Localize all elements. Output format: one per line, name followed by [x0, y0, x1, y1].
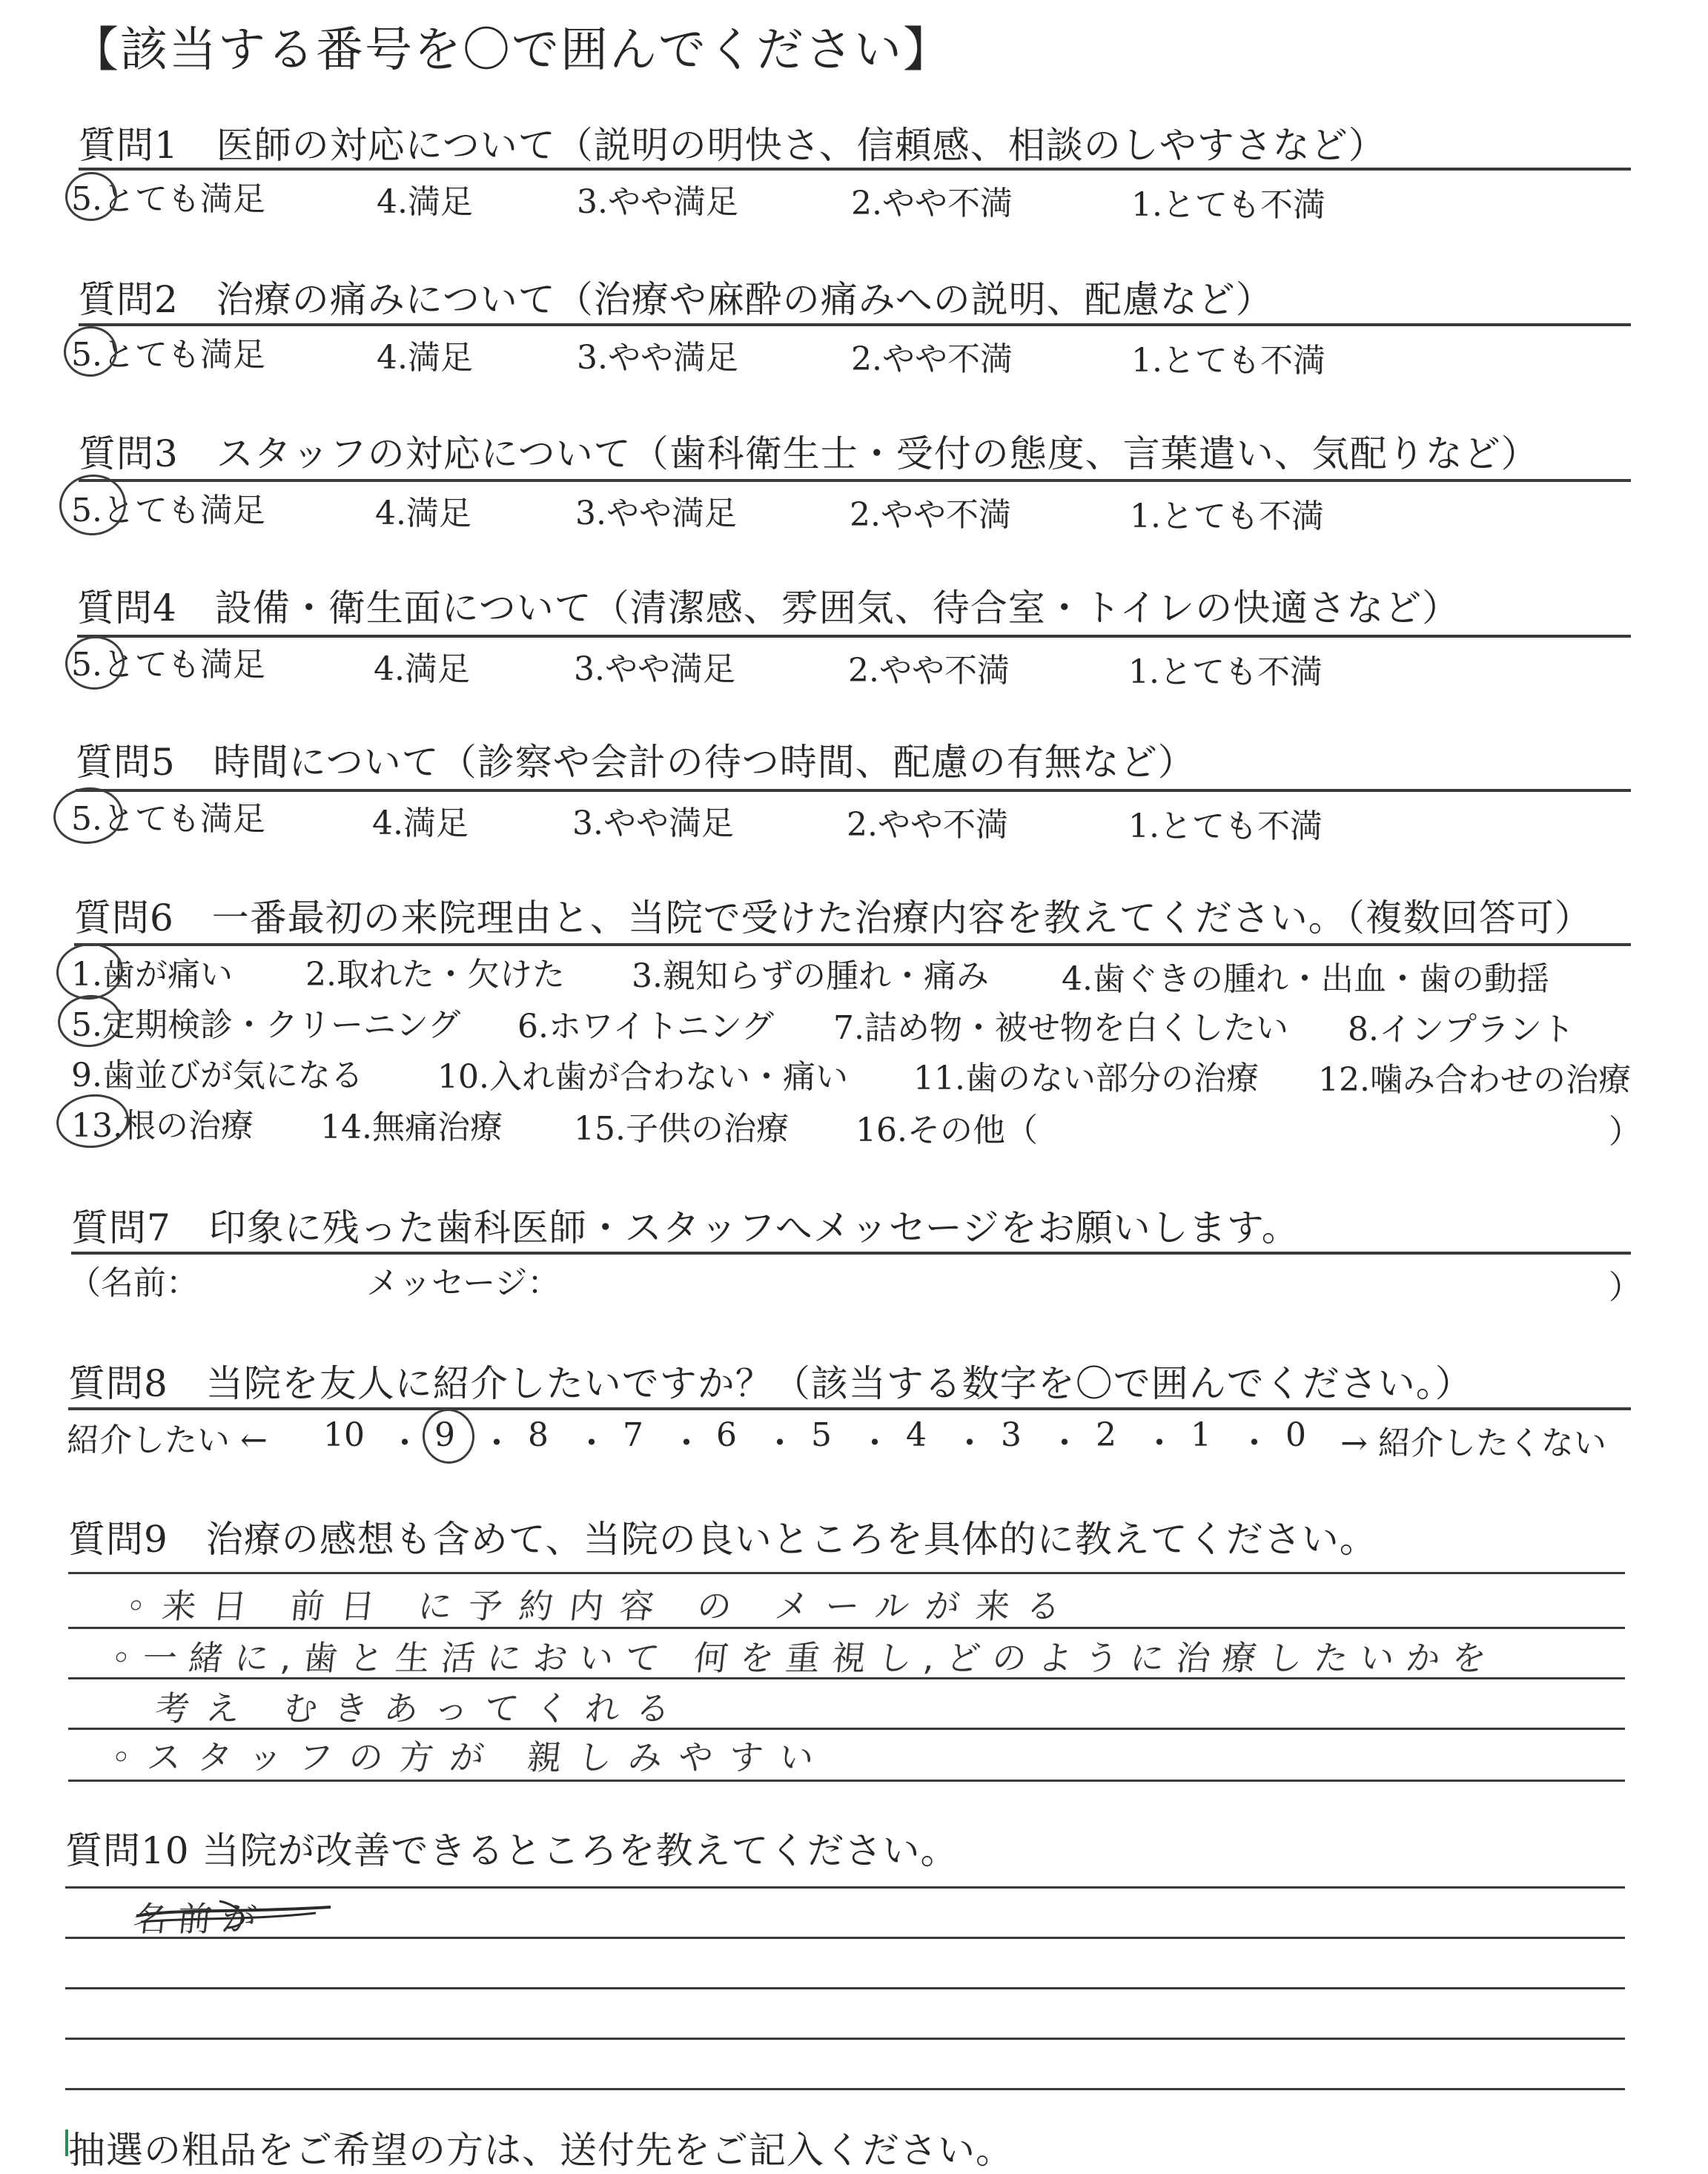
q6-option-6[interactable]: 6.ホワイトニング: [517, 1008, 775, 1045]
q8-sep: ・: [1143, 1424, 1176, 1462]
form-heading: 【該当する番号を〇で囲んでください】: [71, 23, 952, 78]
q5-option-5[interactable]: 5.とても満足: [71, 800, 265, 838]
q8-score-1[interactable]: 1: [1191, 1416, 1211, 1454]
q8-sep: ・: [764, 1424, 796, 1462]
q8-sep: ・: [480, 1424, 513, 1462]
q9-answer-line-1: ◦来日 前日 に予約内容 の メールが来る: [123, 1586, 1079, 1626]
q8-score-7[interactable]: 7: [623, 1416, 643, 1454]
q10-line-3: [65, 1987, 1625, 1989]
q2-rule: [79, 323, 1631, 326]
q9-answer-line-3: 考え むきあってくれる: [153, 1688, 689, 1728]
footer-note: 抽選の粗品をご希望の方は、送付先をご記入ください。: [68, 2129, 1013, 2172]
q1-option-5[interactable]: 5.とても満足: [71, 180, 265, 218]
q10-line-5: [65, 2088, 1625, 2090]
q5-rule: [76, 789, 1631, 792]
q2-option-4[interactable]: 4.満足: [377, 339, 473, 377]
q6-option-10[interactable]: 10.入れ歯が合わない・痛い: [437, 1058, 848, 1096]
q10-line-1: [65, 1886, 1625, 1889]
q6-option-14[interactable]: 14.無痛治療: [320, 1109, 503, 1146]
q9-answer-line-4: ◦スタッフの方が 親しみやすい: [108, 1737, 833, 1777]
q9-answer-line-2: ◦一緒に,歯と生活において 何を重視し,どのように治療したいかを: [108, 1638, 1500, 1678]
q6-title: 質問6 一番最初の来院理由と、当院で受けた治療内容を教えてください。（複数回答可）: [74, 896, 1592, 939]
green-tick-mark: [65, 2130, 68, 2156]
q6-option-7[interactable]: 7.詰め物・被せ物を白くしたい: [833, 1009, 1288, 1047]
q2-option-5[interactable]: 5.とても満足: [71, 336, 265, 374]
q6-option-1[interactable]: 1.歯が痛い: [71, 956, 233, 994]
q8-score-10[interactable]: 10: [323, 1416, 365, 1454]
q8-score-4[interactable]: 4: [906, 1416, 927, 1454]
q4-option-2[interactable]: 2.やや不満: [848, 652, 1010, 690]
q9-line-1: [68, 1572, 1625, 1574]
q1-option-3[interactable]: 3.やや満足: [577, 183, 738, 221]
q6-option-12[interactable]: 12.噛み合わせの治療: [1318, 1061, 1631, 1099]
q6-option-9[interactable]: 9.歯並びが気になる: [71, 1057, 363, 1094]
q4-option-1[interactable]: 1.とても不満: [1128, 653, 1323, 691]
q8-selection-circle: [420, 1407, 477, 1467]
q6-option-11[interactable]: 11.歯のない部分の治療: [913, 1060, 1259, 1097]
q1-option-1[interactable]: 1.とても不満: [1131, 186, 1325, 224]
q10-title: 質問10 当院が改善できるところを教えてください。: [65, 1829, 959, 1872]
q2-option-1[interactable]: 1.とても不満: [1131, 342, 1325, 380]
q7-title: 質問7 印象に残った歯科医師・スタッフへメッセージをお願いします。: [71, 1206, 1300, 1249]
q8-rule: [68, 1407, 1631, 1410]
q10-strike-through-marks: [130, 1891, 338, 1935]
q8-score-0[interactable]: 0: [1285, 1416, 1306, 1454]
q6-option-4[interactable]: 4.歯ぐきの腫れ・出血・歯の動揺: [1062, 960, 1549, 998]
q6-option-8[interactable]: 8.インプラント: [1348, 1011, 1575, 1048]
q3-rule: [79, 479, 1631, 482]
q8-right-label: → 紹介したくない: [1340, 1424, 1606, 1462]
q6-option-5[interactable]: 5.定期検診・クリーニング: [71, 1006, 461, 1044]
q8-sep: ・: [388, 1424, 421, 1462]
q4-option-3[interactable]: 3.やや満足: [574, 650, 735, 688]
q7-name-label: （名前：: [68, 1264, 199, 1302]
q8-sep: ・: [953, 1424, 986, 1462]
q1-option-4[interactable]: 4.満足: [377, 183, 473, 221]
q1-rule: [79, 168, 1631, 171]
q3-title: 質問3 スタッフの対応について（歯科衛生士・受付の態度、言葉遣い、気配りなど）: [79, 432, 1539, 475]
q6-option-3[interactable]: 3.親知らずの腫れ・痛み: [632, 957, 989, 995]
q6-option-15[interactable]: 15.子供の治療: [574, 1110, 789, 1148]
q7-close-paren: ）: [1609, 1269, 1641, 1306]
q6-option-2[interactable]: 2.取れた・欠けた: [305, 956, 565, 994]
q9-line-5: [68, 1780, 1625, 1782]
q8-score-5[interactable]: 5: [811, 1416, 832, 1454]
q10-line-2: [65, 1937, 1625, 1939]
q5-title: 質問5 時間について（診察や会計の待つ時間、配慮の有無など）: [76, 741, 1196, 784]
q6-rule: [74, 943, 1631, 946]
q3-option-2[interactable]: 2.やや不満: [850, 496, 1011, 534]
q8-sep: ・: [575, 1424, 608, 1462]
q5-option-3[interactable]: 3.やや満足: [572, 804, 734, 842]
q8-left-label: 紹介したい ←: [67, 1421, 268, 1459]
q3-option-5[interactable]: 5.とても満足: [71, 492, 265, 529]
q8-score-6[interactable]: 6: [716, 1416, 737, 1454]
q8-sep: ・: [1048, 1424, 1081, 1462]
q10-crossed-out-text: 名前が: [130, 1899, 269, 1939]
q3-option-1[interactable]: 1.とても不満: [1130, 498, 1324, 535]
q8-title: 質問8 当院を友人に紹介したいですか？（該当する数字を〇で囲んでください。）: [68, 1362, 1473, 1405]
q5-option-2[interactable]: 2.やや不満: [847, 806, 1008, 844]
q8-sep: ・: [858, 1424, 891, 1462]
q8-score-8[interactable]: 8: [528, 1416, 549, 1454]
q2-title: 質問2 治療の痛みについて（治療や麻酔の痛みへの説明、配慮など）: [79, 278, 1274, 321]
q8-sep: ・: [1238, 1424, 1271, 1462]
q4-title: 質問4 設備・衛生面について（清潔感、雰囲気、待合室・トイレの快適さなど）: [77, 587, 1460, 630]
q3-option-4[interactable]: 4.満足: [375, 495, 471, 532]
q8-sep: ・: [670, 1424, 703, 1462]
q6-option-13[interactable]: 13.根の治療: [71, 1107, 254, 1145]
q3-option-3[interactable]: 3.やや満足: [575, 495, 737, 532]
q10-line-4: [65, 2038, 1625, 2040]
q7-message-label: メッセージ：: [366, 1264, 560, 1302]
q4-option-5[interactable]: 5.とても満足: [71, 646, 265, 684]
q8-score-3[interactable]: 3: [1001, 1416, 1022, 1454]
q4-rule: [77, 635, 1631, 638]
q6-option-16[interactable]: 16.その他（: [855, 1111, 1038, 1149]
q2-option-3[interactable]: 3.やや満足: [577, 339, 738, 377]
q9-title: 質問9 治療の感想も含めて、当院の良いところを具体的に教えてください。: [68, 1518, 1377, 1561]
q6-other-close-paren: ）: [1609, 1113, 1641, 1151]
q1-option-2[interactable]: 2.やや不満: [851, 185, 1013, 222]
q8-score-2[interactable]: 2: [1096, 1416, 1116, 1454]
q8-score-9[interactable]: 9: [434, 1416, 455, 1454]
q1-title: 質問1 医師の対応について（説明の明快さ、信頼感、相談のしやすさなど）: [79, 124, 1386, 167]
q5-option-4[interactable]: 4.満足: [372, 804, 469, 842]
q5-option-1[interactable]: 1.とても不満: [1128, 807, 1323, 845]
q2-option-2[interactable]: 2.やや不満: [851, 340, 1013, 378]
q4-option-4[interactable]: 4.満足: [374, 650, 470, 688]
q7-rule: [71, 1252, 1631, 1255]
